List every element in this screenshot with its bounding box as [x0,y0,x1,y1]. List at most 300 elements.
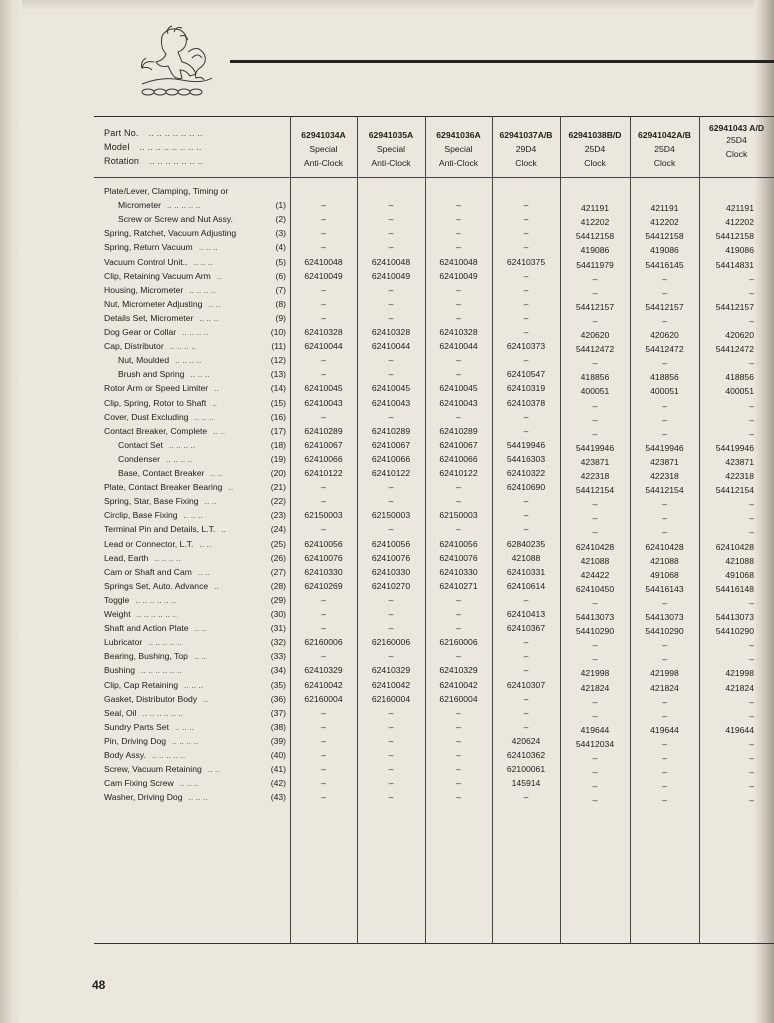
row-description-text: Terminal Pin and Details, L.T. [104,524,216,534]
part-number-cell: 62150003 [304,510,343,520]
part-number-cell: 62410547 [506,369,546,379]
row-reference-number: (34) [270,665,286,675]
part-number-cell: 54416303 [506,454,546,464]
row-leader-dots: .. .. .. .. [168,440,196,450]
part-number-cell: 54419946 [715,443,754,453]
row-description-text: Lubricator [104,637,143,647]
part-number-cell: 62410043 [439,398,478,408]
part-number-cell: 421824 [580,683,610,693]
part-number-cell: – [388,412,394,422]
part-number-cell: 421998 [725,668,754,678]
row-description-text: Bushing [104,665,136,675]
column-rotation: Anti-Clock [303,158,344,168]
part-number-cell: – [662,513,667,523]
part-number-cell: – [321,524,326,534]
column-model: 25D4 [726,135,747,145]
part-number-cell: 54411979 [576,260,614,270]
part-number-cell: 62410056 [439,539,478,549]
part-number-cell: 412202 [650,217,679,227]
row-leader-dots: .. .. .. .. .. [151,750,186,760]
column-part-number: 62941038B/D [568,130,622,140]
part-number-cell: 62410122 [439,468,478,478]
part-number-cell: – [388,228,394,238]
part-number-cell: – [321,412,326,422]
part-number-cell: – [592,795,598,805]
column-header [630,118,699,176]
part-number-cell: 54412154 [645,485,684,495]
part-number-cell: 62410428 [645,542,684,552]
column-rotation: Anti-Clock [438,158,479,168]
row-leader-dots: .. .. .. .. [154,553,181,563]
part-number-cell: – [592,697,598,707]
row-leader-dots: .. .. .. [179,778,199,788]
part-number-cell: 491068 [725,570,754,580]
part-number-cell: 421191 [725,203,754,213]
row-reference-number: (19) [270,454,286,464]
part-number-cell: – [523,524,529,534]
row-description-text: Bearing, Bushing, Top [104,651,188,661]
part-number-cell: – [321,242,326,252]
row-leader-dots: .. [214,581,219,591]
part-number-cell: 145914 [511,778,541,788]
part-number-cell: – [523,637,529,647]
row-description-text: Cam Fixing Screw [104,778,174,788]
row-leader-dots: .. [228,482,234,492]
part-number-cell: – [592,711,598,721]
part-number-cell: – [388,313,394,323]
part-number-cell: 62410329 [371,665,411,675]
row-leader-dots: .. [221,524,227,534]
part-number-cell: – [523,285,529,295]
row-leader-dots: .. .. .. [198,242,218,252]
part-number-cell: – [662,288,667,298]
part-number-cell: – [388,651,394,661]
part-number-cell: 421088 [725,556,754,566]
row-description-text: Cam or Shaft and Cam [104,567,192,577]
row-reference-number: (14) [270,383,286,393]
part-number-cell: 62160004 [439,694,478,704]
row-description-text: Condenser [118,454,161,464]
column-model: 25D4 [584,144,606,154]
row-reference-number: (41) [270,764,286,774]
column-part-number: 62941036A [436,130,481,140]
part-number-cell: – [523,708,529,718]
part-number-cell: – [456,313,461,323]
row-leader-dots: .. .. .. .. [189,285,216,295]
part-number-cell: – [321,285,326,295]
part-number-cell: – [456,750,461,760]
part-number-cell: – [456,708,461,718]
part-number-cell: 62410428 [715,542,754,552]
row-reference-number: (22) [270,496,286,506]
part-number-cell [560,187,630,201]
part-number-cell: 54412158 [645,231,684,241]
row-reference-number: (37) [270,708,286,718]
row-reference-number: (25) [270,539,286,549]
row-description [104,635,294,649]
part-number-cell: 62410042 [304,680,343,690]
part-number-cell: – [592,288,598,298]
part-number-cell: 420620 [650,330,679,340]
part-number-cell: – [662,358,667,368]
part-number-cell: 419644 [650,725,679,735]
part-number-cell: – [749,429,754,439]
row-leader-dots: .. .. .. .. [166,454,193,464]
part-number-cell: – [662,640,667,650]
part-number-cell: 54413073 [575,612,615,622]
row-leader-dots: .. .. .. .. .. [166,200,201,210]
part-number-cell: – [523,651,529,661]
header-label-text: Model [104,142,130,152]
part-number-cell: 62410076 [371,553,411,563]
row-leader-dots: .. .. .. .. .. [148,637,182,647]
part-number-cell: – [388,242,394,252]
part-number-cell: – [456,778,461,788]
part-number-cell: 62410271 [439,581,478,591]
part-number-cell: 54412157 [575,302,615,312]
row-leader-dots: .. .. .. .. [172,736,199,746]
part-number-cell: – [592,358,598,368]
part-number-cell: 62160006 [371,637,411,647]
part-number-cell: 419086 [725,245,754,255]
part-number-cell: – [749,288,754,298]
row-description [104,466,294,480]
part-number-cell: 54416148 [715,584,754,594]
part-number-cell: 422318 [725,471,754,481]
part-number-cell: – [456,651,461,661]
part-number-cell: 423871 [725,457,754,467]
part-number-cell: 62410307 [506,680,546,690]
row-leader-dots: .. .. [194,623,207,633]
row-description [104,790,294,804]
part-number-cell: 54410290 [715,626,754,636]
part-number-cell: – [388,496,394,506]
part-number-cell: – [749,753,754,763]
part-number-cell: – [321,778,326,788]
part-number-cell: 62410289 [371,426,411,436]
row-reference-number: (39) [270,736,286,746]
part-number-cell: 62410329 [304,665,343,675]
row-description-text: Cap, Distributor [104,341,164,351]
header-rule [230,60,774,63]
row-description-text: Rotor Arm or Speed Limiter [104,383,209,393]
row-description-text: Circlip, Base Fixing [104,510,178,520]
row-description [104,184,294,198]
part-number-cell: 54419946 [506,440,546,450]
part-number-cell: – [523,510,529,520]
part-number-cell: – [388,722,394,732]
row-reference-number: (17) [270,426,286,436]
part-number-cell: 421998 [650,668,679,678]
part-number-cell: – [388,792,394,802]
row-reference-number: (24) [270,524,286,534]
part-number-cell: 62410322 [506,468,546,478]
part-number-cell: 62410122 [371,468,411,478]
row-description [104,410,294,424]
part-number-cell: – [662,753,667,763]
part-number-cell: – [456,595,461,605]
row-reference-number: (42) [270,778,286,788]
part-number-cell: 54413073 [645,612,684,622]
part-number-cell: 54412157 [645,302,684,312]
part-number-cell: 62160004 [371,694,411,704]
header-label-dots: .. .. .. .. .. .. .. .. [139,142,202,152]
part-number-cell: – [456,792,461,802]
row-leader-dots: .. .. .. .. [169,341,196,351]
part-number-cell: – [662,598,667,608]
part-number-cell: – [592,640,598,650]
part-number-cell: 62410362 [506,750,546,760]
part-number-cell: 54412158 [575,231,615,241]
part-number-cell: – [662,781,667,791]
row-leader-dots: .. .. .. .. .. .. [136,609,178,619]
part-number-cell: – [456,228,461,238]
part-number-cell: 62410076 [304,553,343,563]
part-number-cell: – [388,778,394,788]
part-number-cell: – [592,429,598,439]
part-number-cell: – [662,654,667,664]
column-header [492,118,560,176]
row-description [104,663,294,677]
part-number-cell: – [456,623,461,633]
part-number-cell: – [592,499,598,509]
row-description [104,255,294,269]
part-number-cell: 62410330 [371,567,411,577]
part-number-cell: – [321,764,326,774]
part-number-cell: – [523,426,529,436]
part-number-cell: 62160006 [439,637,478,647]
part-number-cell: – [388,623,394,633]
row-description-text: Plate/Lever, Clamping, Timing or [104,186,229,196]
part-number-cell: – [749,795,754,805]
row-reference-number: (13) [270,369,286,379]
part-number-cell: – [749,401,754,411]
row-reference-number: (38) [270,722,286,732]
part-number-cell: 62410330 [439,567,478,577]
part-number-cell: 62410331 [506,567,546,577]
part-number-cell: – [592,513,598,523]
part-number-cell: 422318 [580,471,610,481]
row-reference-number: (11) [271,341,286,351]
row-description-text: Sundry Parts Set [104,722,169,732]
part-number-cell: 419086 [650,245,679,255]
part-number-cell: 54414831 [715,260,754,270]
row-description [104,438,294,452]
part-number-cell: – [662,415,667,425]
row-description-text: Nut, Micrometer Adjusting [104,299,203,309]
part-number-cell: – [388,750,394,760]
part-number-cell: 54413073 [715,612,754,622]
row-description [104,551,294,565]
row-description-text: Toggle [104,595,130,605]
part-number-cell: – [321,609,326,619]
row-reference-number: (9) [275,313,286,323]
part-number-cell: 62410378 [506,398,546,408]
row-description-text: Clip, Cap Retaining [104,680,179,690]
row-description [104,579,294,593]
part-number-cell: 412202 [725,217,754,227]
row-description [104,198,294,212]
part-number-cell: 62410614 [506,581,546,591]
part-number-cell: – [592,598,598,608]
column-rotation: Clock [584,158,606,168]
row-description-text: Washer, Driving Dog [104,792,183,802]
part-number-cell: 54412034 [575,739,615,749]
part-number-cell: – [592,415,598,425]
row-description-text: Screw, Vacuum Retaining [104,764,202,774]
part-number-cell: – [523,694,529,704]
header-label-dots: .. .. .. .. .. .. .. [149,156,204,166]
part-number-cell [425,184,492,198]
part-number-cell: 62410289 [439,426,478,436]
row-reference-number: (27) [270,567,286,577]
part-number-cell: 421191 [650,203,679,213]
part-number-cell: – [662,429,667,439]
column-header [425,118,492,176]
part-number-cell: – [592,401,598,411]
row-description [104,537,294,551]
header-label [104,156,203,166]
part-number-cell: – [523,200,529,210]
row-description-text: Nut, Moulded [118,355,170,365]
part-number-cell: – [388,736,394,746]
row-reference-number: (5) [275,257,286,267]
part-number-cell: 62410044 [304,341,343,351]
row-leader-dots: .. .. .. [174,722,195,732]
part-number-cell: 54412472 [645,344,684,354]
part-number-cell: 62410328 [304,327,343,337]
row-leader-dots: .. .. .. .. [175,355,202,365]
row-description-text: Springs Set, Auto. Advance [104,581,209,591]
row-reference-number: (36) [270,694,286,704]
column-rotation: Clock [515,158,537,168]
part-number-cell: 412202 [580,217,610,227]
row-description [104,494,294,508]
row-leader-dots: .. .. [213,426,226,436]
part-number-cell: – [523,271,529,281]
lion-crest-logo [132,22,222,102]
part-number-cell: – [749,711,754,721]
part-number-cell: 62410042 [371,680,411,690]
part-number-cell: – [523,792,529,802]
part-number-cell: 418856 [725,372,754,382]
part-number-cell: 62410048 [439,257,478,267]
part-number-cell: 421191 [580,203,610,213]
part-number-cell: 424422 [580,570,610,580]
row-leader-dots: .. .. [193,651,206,661]
part-number-cell: 62410329 [439,665,478,675]
part-number-cell: 54416145 [645,260,684,270]
part-number-cell: – [388,369,394,379]
part-number-cell: 62100061 [506,764,546,774]
row-description [104,522,294,536]
row-description-text: Base, Contact Breaker [118,468,205,478]
column-rotation: Anti-Clock [371,158,411,168]
part-number-cell: – [749,598,754,608]
part-number-cell: 62410375 [506,257,546,267]
row-description [104,748,294,762]
part-number-cell [699,187,754,201]
row-description-text: Vacuum Control Unit.. [104,257,188,267]
part-number-cell: – [456,214,461,224]
row-description [104,240,294,254]
part-number-cell: – [321,369,326,379]
part-number-cell: 62410330 [304,567,343,577]
row-reference-number: (23) [270,510,286,520]
row-leader-dots: .. .. .. .. .. .. [142,708,184,718]
row-description [104,692,294,706]
part-number-cell: 62410413 [506,609,546,619]
column-rotation: Clock [653,158,676,168]
row-reference-number: (7) [275,285,286,295]
part-number-cell: – [388,482,394,492]
row-reference-number: (26) [270,553,286,563]
row-reference-number: (16) [270,412,286,422]
part-number-cell: – [388,200,394,210]
part-number-cell: 62840235 [506,539,546,549]
row-description [104,396,294,410]
part-number-cell: – [456,736,461,746]
part-number-cell: 62410367 [506,623,546,633]
part-number-cell: 421088 [650,556,679,566]
row-description [104,353,294,367]
part-number-cell [290,184,357,198]
column-header [357,118,425,176]
part-number-cell: – [321,595,326,605]
column-model: Special [376,144,406,154]
part-number-cell: 62410044 [439,341,478,351]
row-description [104,297,294,311]
part-number-cell: – [662,316,667,326]
row-description [104,339,294,353]
part-number-cell: 62410044 [371,341,411,351]
row-reference-number: (12) [270,355,286,365]
part-number-cell: – [523,595,529,605]
part-number-cell: 62410450 [575,584,615,594]
row-description [104,649,294,663]
row-leader-dots: .. .. .. [193,257,213,267]
part-number-cell: 62410122 [304,468,343,478]
part-number-cell: 62410043 [304,398,343,408]
part-number-cell: – [749,499,754,509]
part-number-cell: – [662,274,667,284]
part-number-cell: 62160004 [304,694,343,704]
row-description-text: Spring, Ratchet, Vacuum Adjusting [104,228,237,238]
row-reference-number: (10) [270,327,286,337]
row-reference-number: (6) [275,271,286,281]
part-number-cell: 421824 [725,683,754,693]
part-number-cell: 420624 [511,736,541,746]
row-reference-number: (4) [275,242,286,252]
row-description [104,706,294,720]
part-number-cell: – [321,722,326,732]
part-number-cell: 62410328 [371,327,411,337]
part-number-cell: – [749,654,754,664]
part-number-cell: – [456,355,461,365]
part-number-cell: – [456,299,461,309]
row-leader-dots: .. [214,383,219,393]
row-description-text: Clip, Spring, Rotor to Shaft [104,398,207,408]
row-leader-dots: .. .. .. [188,792,208,802]
column-part-number: 62941035A [368,130,414,140]
row-reference-number: (18) [270,440,286,450]
row-description-text: Contact Set [118,440,163,450]
part-number-cell: 421088 [511,553,541,563]
part-number-cell: 62150003 [439,510,478,520]
row-reference-number: (43) [270,792,286,802]
header-divider [94,177,774,178]
column-model: Special [309,144,338,154]
